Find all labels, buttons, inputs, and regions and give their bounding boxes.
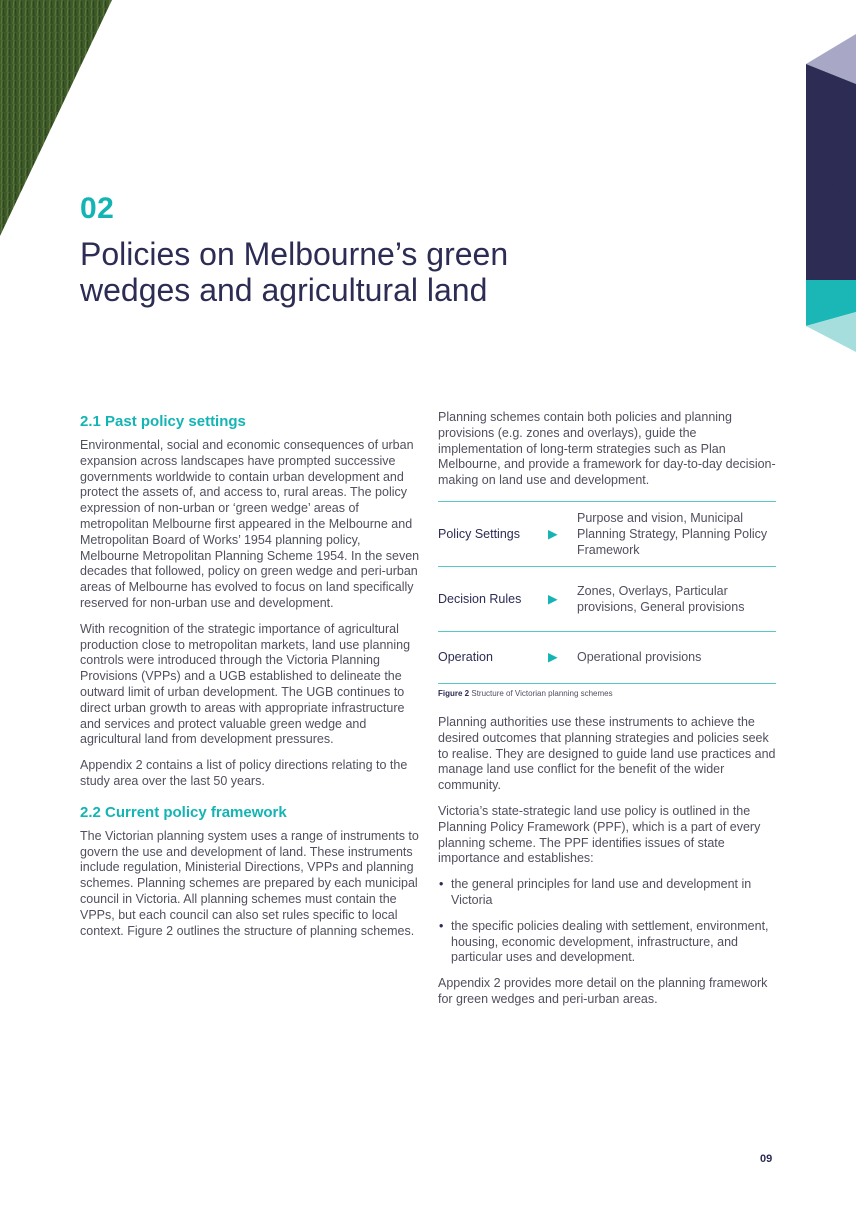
left-column [80,410,420,949]
arrow-right-icon: ▶ [548,631,577,683]
section-heading-2-1: 2.1 Past policy settings [80,413,246,430]
list-item: • the general principles for land use and development in Victoria [438,877,778,909]
arrow-right-icon: ▶ [548,566,577,631]
section-heading-2-2: 2.2 Current policy framework [80,803,287,821]
figure-caption-label: Figure 2 [438,688,470,698]
list-item: • the specific policies dealing with settlement, environment, housing, economic development, infrastructure, and particular uses and development. [438,919,778,966]
figure-row [438,566,776,631]
arrow-right-icon: ▶ [548,501,577,566]
figure-row [438,501,776,566]
paragraph: Planning authorities use these instruments to achieve the desired outcomes that planning strategies and policies seek to realise. They are designed to guide land use practices and manage land use conflict for the benefit of the wider community. [438,714,776,793]
right-column [438,410,778,1018]
figure-2-table [438,501,776,684]
figure-row-desc: Operational provisions [577,631,776,683]
paragraph: Appendix 2 provides more detail on the planning framework for green wedges and peri-urban areas. [438,976,768,1006]
figure-row-label: Decision Rules [438,566,548,631]
figure-row-label: Policy Settings [438,501,548,566]
figure-row-label: Operation [438,631,548,683]
paragraph: The Victorian planning system uses a range of instruments to govern the use and development of land. These instruments include regulation, Ministerial Directions, VPPs and planning schemes. Planning schemes are prepared by each municipal council in Victoria. All planning schemes must contain the VPPs, but each council can also set rules specific to local context. Figure 2 outlines the structure of planning schemes. [80,828,419,938]
figure-caption [438,689,778,698]
page-number: 09 [760,1153,773,1165]
chapter-number: 02 [80,192,115,225]
chapter-title: Policies on Melbourne’s green wedges and agricultural land [80,236,509,308]
figure-row [438,631,776,683]
side-tab-label: Policies on Melbourne's green wedges and agricultural land [818,121,841,255]
paragraph: Victoria’s state-strategic land use policy is outlined in the Planning Policy Framework (PPF), which is a part of every planning scheme. The PPF identifies issues of state importance and establishes: [438,803,761,866]
paragraph: Planning schemes contain both policies and planning provisions (e.g. zones and overlays), guide the implementation of long-term strategies such as Plan Melbourne, and provide a framework for day-to-day decision-making on land use and development. [438,410,776,488]
figure-row-desc: Purpose and vision, Municipal Planning Strategy, Planning Policy Framework [577,501,776,566]
bullet-list [438,877,778,966]
figure-row-desc: Zones, Overlays, Particular provisions, General provisions [577,566,776,631]
paragraph: Environmental, social and economic consequences of urban expansion across landscapes have prompted successive governments worldwide to contain urban development and protect the assets of, and access to, rural areas. The policy expression of non-urban or ‘green wedge’ areas of metropolitan Melbourne first appeared in the Melbourne and Metropolitan Board of Works’ 1954 planning policy, Melbourne Metropolitan Planning Scheme 1954. In the seven decades that followed, policy on green wedge and peri-urban areas of Melbourne has evolved to focus on land specifically reserved for non-urban use and development. [80,438,420,610]
figure-caption-text: Structure of Victorian planning schemes [471,688,613,698]
paragraph: Appendix 2 contains a list of policy directions relating to the study area over the last 50 years. [80,758,408,788]
paragraph: With recognition of the strategic importance of agricultural production close to metropolitan markets, land use planning controls were introduced through the Victoria Planning Provisions (VPPs) and a UGB established to delineate the outward limit of urban development. The UGB continues to direct urban growth to areas with appropriate infrastructure and services and protect valuable green wedge and agricultural land from development pressures. [80,621,411,747]
